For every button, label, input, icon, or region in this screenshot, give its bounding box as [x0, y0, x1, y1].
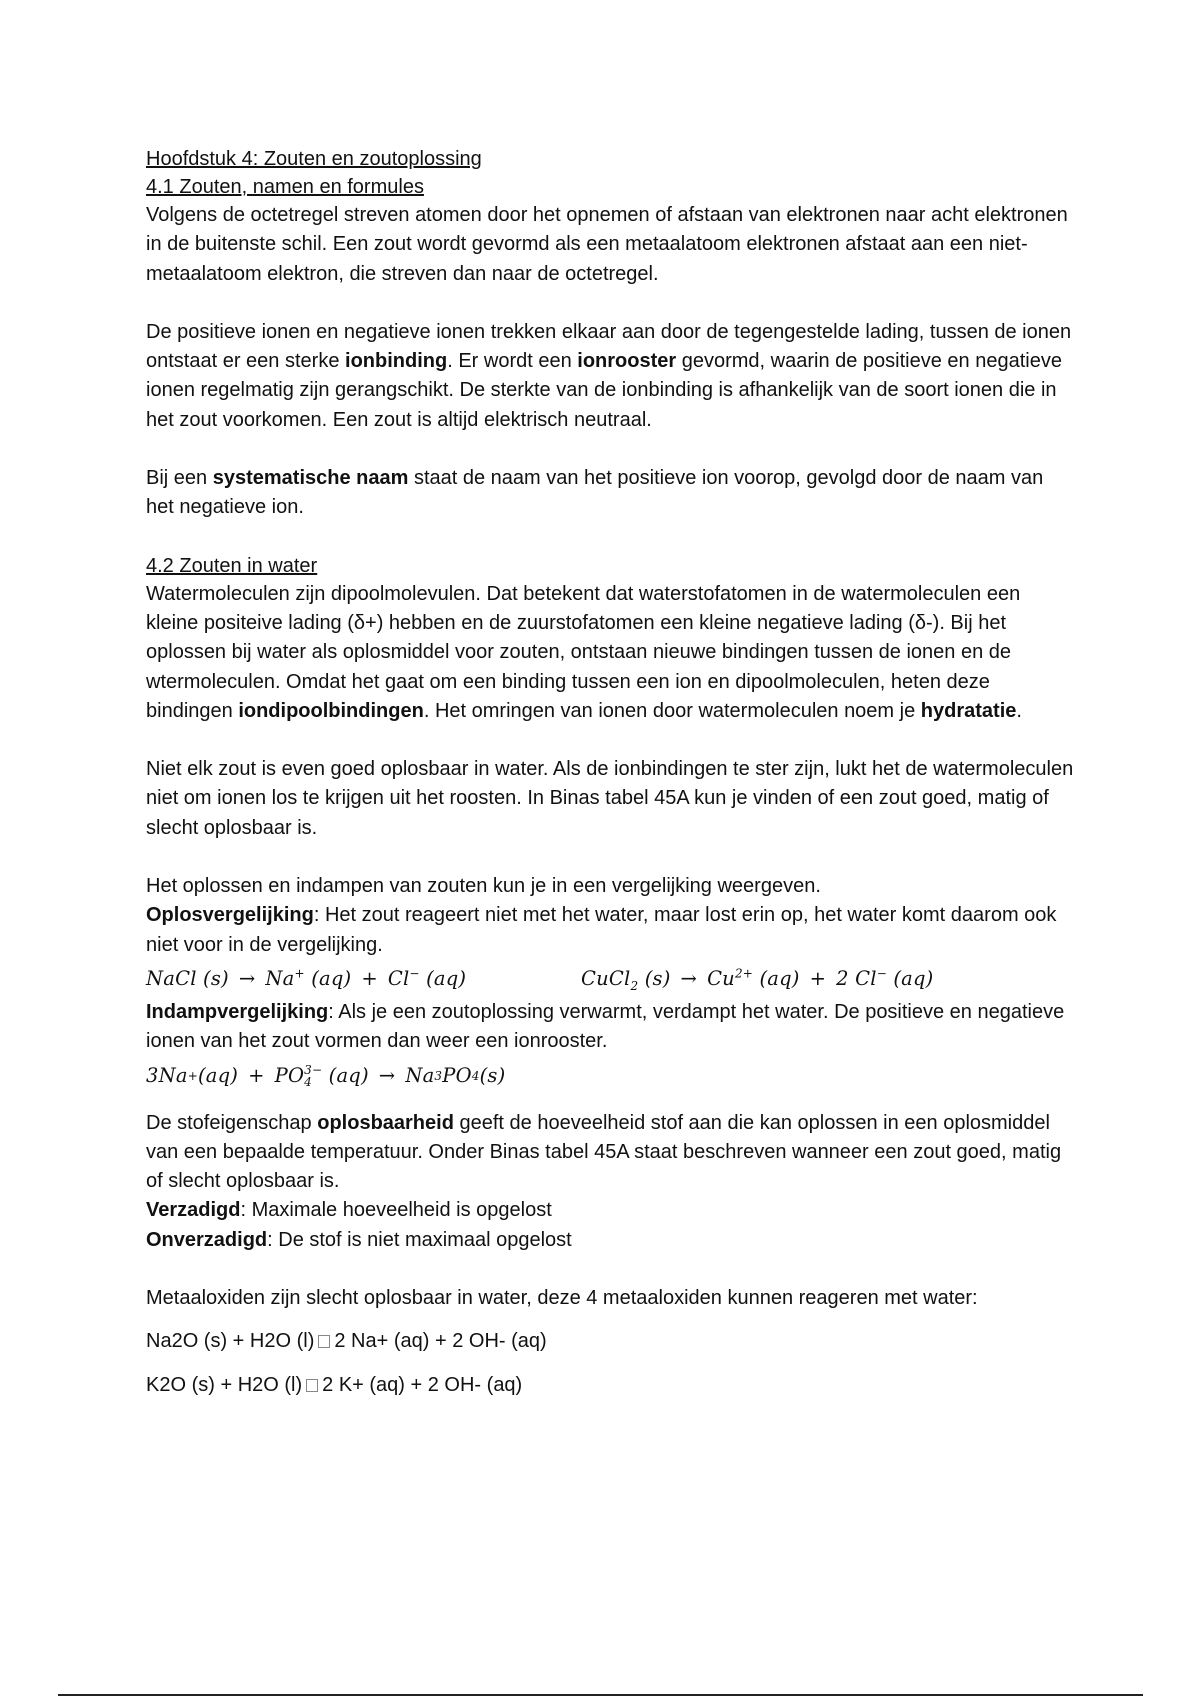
term-ionrooster: ionrooster	[577, 350, 677, 373]
missing-glyph-icon	[318, 1335, 330, 1348]
paragraph-octet: Volgens de octetregel streven atomen door het opnemen of afstaan van elektronen naar acht elektronen in de buitenste schil. Een zout wordt gevormd als een metaalatoom elektronen afstaat aan een niet-metaalatoom elektron, die streven dan naar de octetregel.	[146, 204, 1068, 285]
paragraph-metaaloxiden: Metaaloxiden zijn slecht oplosbaar in water, deze 4 metaaloxiden kunnen reageren met water:	[146, 1287, 978, 1310]
term-onverzadigd: Onverzadigd	[146, 1228, 268, 1251]
term-hydratatie: hydratatie	[920, 699, 1017, 722]
equation-cucl2: CuCl$_2$ $(s) \to Cu^{2+}$ (aq) + 2 Cl− (aq)	[581, 966, 934, 993]
document-page	[146, 145, 1076, 1400]
paragraph-indampvergelijking: Indampvergelijking: Als je een zoutoplossing verwarmt, verdampt het water. De positieve en negatieve ionen van het zout vormen dan weer een ionrooster.	[146, 1000, 1065, 1053]
term-iondipoolbindingen: iondipoolbindingen	[238, 699, 424, 722]
equation-dissolving	[146, 960, 1076, 998]
paragraph-onverzadigd: Onverzadigd: De stof is niet maximaal opgelost	[146, 1228, 572, 1251]
paragraph-oplosvergelijking: Oplosvergelijking: Het zout reageert niet met het water, maar lost erin op, het water komt daarom ook niet voor in de vergelijking.	[146, 904, 1057, 956]
paragraph-equations-intro: Het oplossen en indampen van zouten kun je in een vergelijking weergeven.	[146, 875, 821, 898]
term-verzadigd: Verzadigd	[146, 1199, 241, 1222]
paragraph-systematic-name: Bij een systematische naam staat de naam van het positieve ion voorop, gevolgd door de naam van het negatieve ion.	[146, 467, 1044, 519]
footer-divider	[58, 1694, 1143, 1696]
term-oplosvergelijking: Oplosvergelijking	[146, 904, 314, 927]
chapter-heading: Hoofdstuk 4: Zouten en zoutoplossing	[146, 148, 482, 170]
equation-evaporation: 3Na + (aq) + PO 3− 4 (aq) → Na 3 PO 4 (s)	[146, 1062, 506, 1089]
term-systematische-naam: systematische naam	[212, 467, 409, 490]
paragraph-solubility: Niet elk zout is even goed oplosbaar in water. Als de ionbindingen te ster zijn, lukt het de watermoleculen niet om ionen los te krijgen uit het roosten. In Binas tabel 45A kun je vinden of een zout goed, matig of slecht oplosbaar is.	[146, 758, 1074, 839]
equation-nacl: NaCl (s) → Na+ (aq) + Cl− (aq)	[146, 966, 467, 990]
reaction-k2o: K2O (s) + H2O (l) 2 K+ (aq) + 2 OH- (aq)	[146, 1373, 523, 1396]
term-indampvergelijking: Indampvergelijking	[146, 1000, 329, 1023]
paragraph-ionbinding: De positieve ionen en negatieve ionen trekken elkaar aan door de tegengestelde lading, tussen de ionen ontstaat er een sterke ionbinding. Er wordt een ionrooster gevormd, waarin de positieve en negatieve ionen regelmatig zijn gerangschikt. De sterkte van de ionbinding is afhankelijk van de soort ionen die in het zout voorkomen. Een zout is altijd elektrisch neutraal.	[146, 320, 1072, 431]
missing-glyph-icon	[306, 1379, 318, 1392]
term-ionbinding: ionbinding	[345, 350, 448, 373]
paragraph-oplosbaarheid: De stofeigenschap oplosbaarheid geeft de hoeveelheid stof aan die kan oplossen in een oplosmiddel van een bepaalde temperatuur. Onder Binas tabel 45A staat beschreven wanneer een zout goed, matig of slecht oplosbaar is.	[146, 1111, 1062, 1193]
paragraph-dipole: Watermoleculen zijn dipoolmolevulen. Dat betekent dat waterstofatomen in de watermoleculen een kleine positeive lading (δ+) hebben en de zuurstofatomen een kleine negatieve lading (δ-). Bij het oplossen bij water als oplosmiddel voor zouten, ontstaan nieuwe bindingen tussen de ionen en de wtermoleculen. Omdat het gaat om een binding tussen een ion en dipoolmoleculen, heten deze bindingen iondipoolbindingen. Het omringen van ionen door watermoleculen noem je hydratatie.	[146, 582, 1022, 722]
section-heading-4-1: 4.1 Zouten, namen en formules	[146, 176, 424, 198]
paragraph-verzadigd: Verzadigd: Maximale hoeveelheid is opgelost	[146, 1199, 552, 1222]
reaction-na2o: Na2O (s) + H2O (l) 2 Na+ (aq) + 2 OH- (aq)	[146, 1330, 547, 1353]
term-oplosbaarheid: oplosbaarheid	[317, 1111, 454, 1134]
section-heading-4-2: 4.2 Zouten in water	[146, 554, 318, 577]
